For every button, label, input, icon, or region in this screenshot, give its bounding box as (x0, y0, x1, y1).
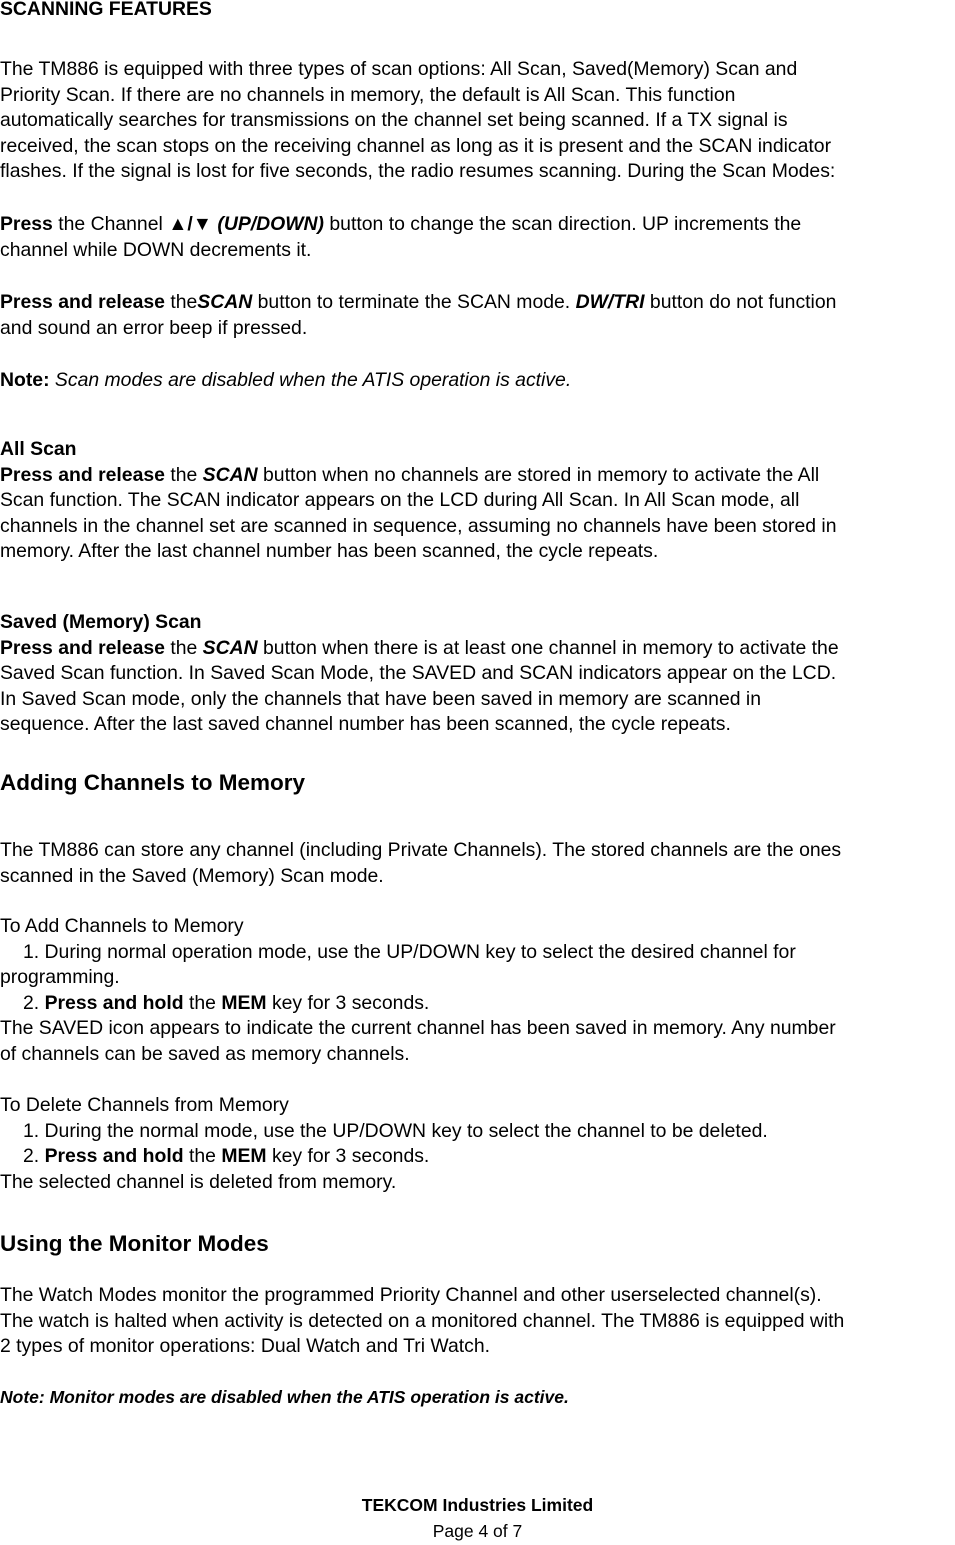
key-duration-text: key for 3 seconds. (266, 1145, 430, 1167)
saved-scan-line: sequence. After the last saved channel number has been scanned, the cycle repeats. (0, 713, 731, 735)
add-title: To Add Channels to Memory (0, 915, 244, 937)
all-scan-heading: All Scan (0, 438, 77, 460)
channel-text: the Channel (52, 213, 169, 235)
footer-page-number: Page 4 of 7 (432, 1521, 523, 1541)
add-step-2-number: 2. (23, 991, 45, 1014)
all-scan-section (0, 437, 955, 565)
press-hold-label: Press and hold (44, 1145, 184, 1167)
delete-step-2-number: 2. (23, 1145, 45, 1167)
delete-result: The selected channel is deleted from memory. (0, 1170, 397, 1193)
terminate-text: button to terminate the SCAN mode. (252, 291, 576, 313)
intro-line: received, the scan stops on the receiving channel as long as it is present and the SCAN indicator (0, 134, 832, 157)
monitor-line: The watch is halted when activity is detected on a monitored channel. The TM886 is equipped with (0, 1309, 845, 1332)
press-release-label: Press and release (0, 291, 165, 313)
press-release-label: Press and release (0, 636, 165, 659)
the-text: the (164, 463, 203, 486)
add-result-line: of channels can be saved as memory channels. (0, 1042, 410, 1065)
press-scan-terminate-paragraph (0, 290, 955, 341)
terminate-text-line2: and sound an error beep if pressed. (0, 316, 308, 339)
intro-line: flashes. If the signal is lost for five seconds, the radio resumes scanning. During the Scan Modes: (0, 160, 836, 182)
all-scan-text: button when no channels are stored in memory to activate the All (257, 463, 820, 486)
dwtri-button-label: DW/TRI (575, 291, 645, 313)
adding-intro (0, 838, 955, 889)
saved-scan-line: In Saved Scan mode, only the channels that have been saved in memory are scanned in (0, 687, 762, 710)
press-release-label: Press and release (0, 463, 165, 486)
press-hold-label: Press and hold (44, 991, 184, 1014)
add-step-1-cont: programming. (0, 966, 120, 988)
all-scan-line: Scan function. The SCAN indicator appears on the LCD during All Scan. In All Scan mode, all (0, 489, 800, 511)
add-result-line: The SAVED icon appears to indicate the current channel has been saved in memory. Any number (0, 1017, 836, 1039)
delete-channels-steps (0, 1093, 955, 1195)
the-text: the (164, 291, 198, 313)
monitor-paragraph (0, 1283, 955, 1360)
key-duration-text: key for 3 seconds. (266, 991, 430, 1014)
add-step-1: 1. During normal operation mode, use the UP/DOWN key to select the desired channel for (23, 940, 796, 963)
saved-scan-section (0, 610, 955, 738)
updown-text-line2: channel while DOWN decrements it. (0, 238, 312, 261)
adding-intro-line: The TM886 can store any channel (including Private Channels). The stored channels are the ones (0, 839, 842, 861)
adding-intro-line: scanned in the Saved (Memory) Scan mode. (0, 864, 384, 887)
up-down-arrows-icon: ▲/▼ (168, 213, 212, 235)
all-scan-line: memory. After the last channel number has been scanned, the cycle repeats. (0, 540, 659, 562)
scan-button-label: SCAN (202, 463, 258, 486)
delete-step-1: 1. During the normal mode, use the UP/DOWN key to select the channel to be deleted. (23, 1119, 768, 1142)
add-channels-steps (0, 914, 955, 1067)
the-text: the (164, 636, 203, 659)
intro-paragraph (0, 57, 955, 185)
updown-text: button to change the scan direction. UP increments the (324, 213, 802, 235)
scan-button-label: SCAN (202, 636, 258, 659)
intro-line: automatically searches for transmissions on the channel set being scanned. If a TX signal is (0, 109, 788, 131)
press-updown-paragraph (0, 212, 955, 263)
updown-button-label: (UP/DOWN) (211, 213, 325, 235)
adding-channels-heading: Adding Channels to Memory (0, 770, 306, 795)
the-text: the (183, 1145, 222, 1167)
intro-line: Priority Scan. If there are no channels in memory, the default is All Scan. This function (0, 83, 736, 106)
all-scan-line: channels in the channel set are scanned in sequence, assuming no channels have been stored in (0, 514, 837, 537)
note-text: Scan modes are disabled when the ATIS operation is active. (49, 369, 572, 391)
scan-button-label: SCAN (197, 291, 253, 313)
section-title: SCANNING FEATURES (0, 0, 212, 20)
monitor-line: 2 types of monitor operations: Dual Watch and Tri Watch. (0, 1335, 491, 1357)
delete-title: To Delete Channels from Memory (0, 1094, 289, 1116)
monitor-modes-heading: Using the Monitor Modes (0, 1231, 269, 1256)
saved-scan-text: button when there is at least one channel in memory to activate the (257, 636, 839, 659)
mem-key-label: MEM (221, 1145, 267, 1167)
saved-scan-heading: Saved (Memory) Scan (0, 611, 202, 633)
note-label: Note: (0, 369, 50, 391)
saved-scan-line: Saved Scan function. In Saved Scan Mode, the SAVED and SCAN indicators appear on the LCD. (0, 662, 837, 684)
intro-line: The TM886 is equipped with three types of scan options: All Scan, Saved(Memory) Scan and (0, 58, 798, 80)
press-label: Press (0, 213, 53, 235)
footer-company: TEKCOM Industries Limited (361, 1495, 594, 1515)
mem-key-label: MEM (221, 991, 267, 1014)
monitor-line: The Watch Modes monitor the programmed Priority Channel and other userselected channel(s). (0, 1284, 822, 1306)
terminate-text-rest: button do not function (644, 291, 837, 313)
note-scan-disabled (0, 368, 955, 394)
monitor-note: Note: Monitor modes are disabled when the ATIS operation is active. (0, 1387, 569, 1407)
the-text: the (183, 991, 222, 1014)
